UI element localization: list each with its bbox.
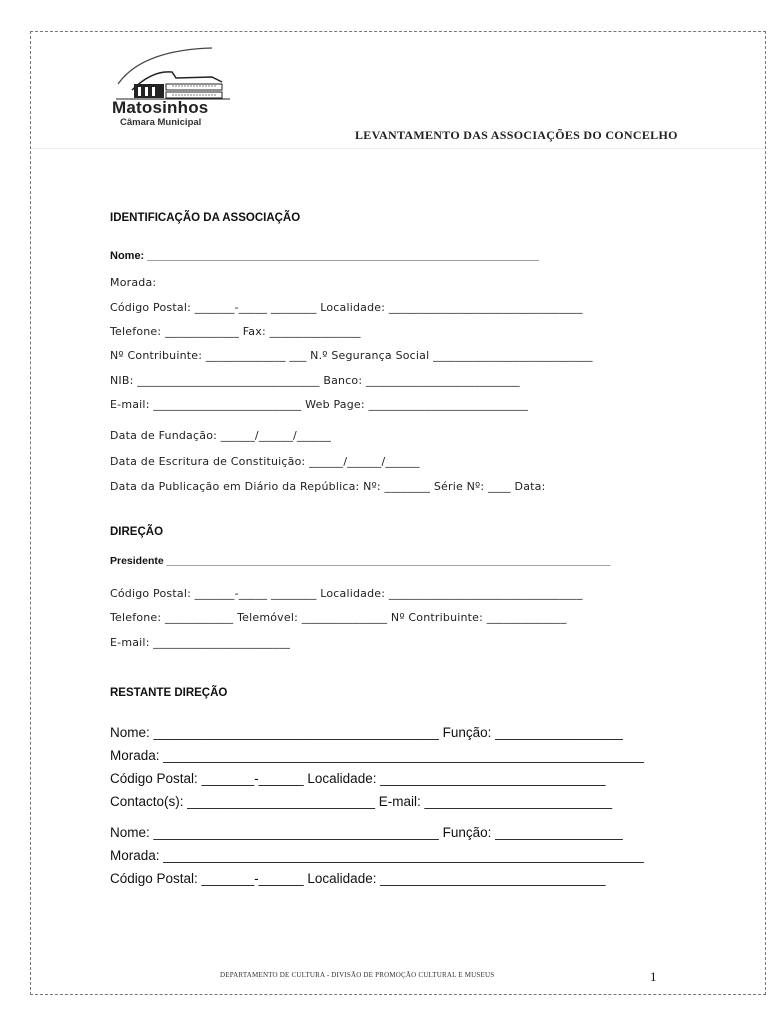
building-icon	[112, 44, 242, 100]
field-direcao-codigo-postal[interactable]: Código Postal: _______-_____ ________ Localidade: __________________________________	[110, 587, 583, 600]
field-telefone-fax[interactable]: Telefone: _____________ Fax: ________________	[110, 325, 361, 338]
section-restante-title: RESTANTE DIREÇÃO	[110, 687, 228, 699]
field-nib-banco[interactable]: NIB: ________________________________ Banco: ___________________________	[110, 374, 520, 387]
field-r2-morada[interactable]: Morada: ________________________________________________________________	[110, 848, 644, 863]
field-r2-codigo-postal[interactable]: Código Postal: _______-______ Localidade: ______________________________	[110, 871, 606, 886]
field-direcao-telefone[interactable]: Telefone: ____________ Telemóvel: _______________ Nº Contribuinte: ______________	[110, 611, 567, 624]
document-title: LEVANTAMENTO DAS ASSOCIAÇÕES DO CONCELHO	[355, 128, 678, 142]
header-divider	[31, 148, 765, 149]
field-r1-morada[interactable]: Morada: ________________________________________________________________	[110, 748, 644, 763]
logo-name: Matosinhos	[112, 98, 209, 117]
field-codigo-postal[interactable]: Código Postal: _______-_____ ________ Localidade: __________________________________	[110, 301, 583, 314]
field-data-escritura[interactable]: Data de Escritura de Constituição: ______/______/______	[110, 455, 420, 468]
municipality-logo	[112, 44, 242, 134]
field-data-publicacao[interactable]: Data da Publicação em Diário da República: Nº: ________ Série Nº: ____ Data:	[110, 480, 546, 493]
footer-department: DEPARTAMENTO DE CULTURA - DIVISÃO DE PROMOÇÃO CULTURAL E MUSEUS	[220, 971, 495, 979]
field-morada[interactable]: Morada:	[110, 276, 157, 289]
logo-subtitle: Câmara Municipal	[120, 117, 202, 128]
field-nome[interactable]: Nome: ________________________________________________________________	[110, 250, 539, 262]
section-identificacao-title: IDENTIFICAÇÃO DA ASSOCIAÇÃO	[110, 212, 301, 224]
field-presidente[interactable]: Presidente ____________________________________________________________________________	[110, 555, 611, 567]
field-contribuinte[interactable]: Nº Contribuinte: ______________ ___ N.º Segurança Social ____________________________	[110, 349, 593, 362]
field-r2-nome-funcao[interactable]: Nome: ______________________________________ Função: _________________	[110, 825, 623, 840]
field-direcao-email[interactable]: E-mail: ________________________	[110, 636, 291, 649]
page-number: 1	[650, 969, 657, 984]
field-r1-contactos-email[interactable]: Contacto(s): _________________________ E-mail: _________________________	[110, 794, 613, 809]
field-r1-codigo-postal[interactable]: Código Postal: _______-______ Localidade: ______________________________	[110, 771, 606, 786]
field-data-fundacao[interactable]: Data de Fundação: ______/______/______	[110, 429, 332, 442]
section-direcao-title: DIREÇÃO	[110, 526, 164, 538]
field-email-webpage[interactable]: E-mail: __________________________ Web Page: ____________________________	[110, 398, 529, 411]
field-r1-nome-funcao[interactable]: Nome: ______________________________________ Função: _________________	[110, 725, 623, 740]
